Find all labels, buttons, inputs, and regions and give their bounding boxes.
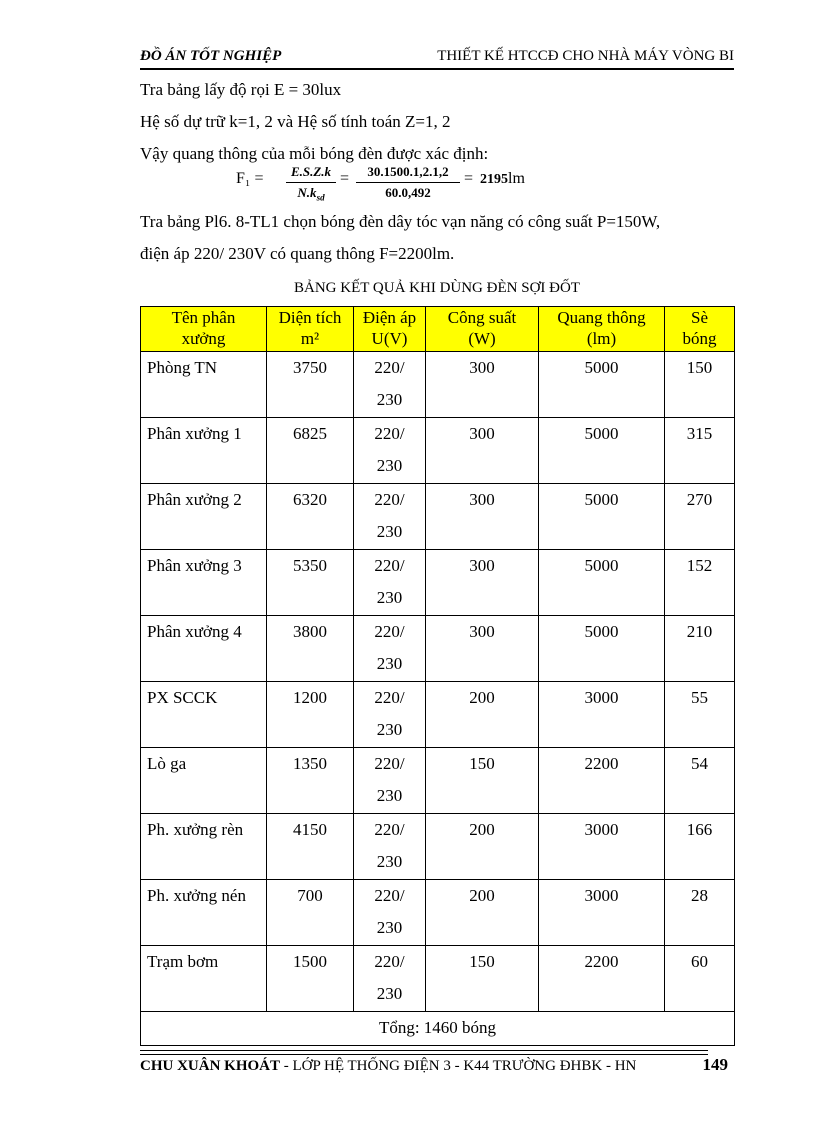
formula-fraction-symbolic	[286, 164, 336, 203]
cell-power: 200	[426, 682, 539, 748]
cell-flux: 2200	[539, 946, 665, 1012]
cell-power: 300	[426, 418, 539, 484]
cell-power: 300	[426, 550, 539, 616]
cell-power: 150	[426, 946, 539, 1012]
cell-power: 150	[426, 748, 539, 814]
cell-area: 3800	[267, 616, 354, 682]
table-row	[141, 880, 735, 946]
table-caption: BẢNG KẾT QUẢ KHI DÙNG ĐÈN SỢI ĐỐT	[294, 280, 580, 296]
header-voltage: Điện áp U(V)	[354, 307, 426, 352]
paragraph-flux-intro: Vậy quang thông của mỗi bóng đèn được xác định:	[140, 144, 489, 163]
equals-sign: =	[340, 170, 350, 187]
page-number: 149	[702, 1055, 728, 1074]
formula-label: F₁ =	[236, 170, 264, 187]
paragraph-coefficients: Hệ số dự trữ k=1, 2 và Hệ số tính toán Z=1, 2	[140, 112, 451, 131]
cell-count: 315	[665, 418, 735, 484]
cell-voltage: 220/ 230	[354, 616, 426, 682]
cell-flux: 5000	[539, 418, 665, 484]
cell-count: 54	[665, 748, 735, 814]
table-row	[141, 946, 735, 1012]
cell-power: 200	[426, 814, 539, 880]
cell-voltage: 220/ 230	[354, 550, 426, 616]
cell-area: 700	[267, 880, 354, 946]
equals-sign: =	[464, 170, 474, 187]
cell-area: 6825	[267, 418, 354, 484]
cell-power: 300	[426, 484, 539, 550]
header-area: Diện tích m²	[267, 307, 354, 352]
cell-area: 1200	[267, 682, 354, 748]
table-total-row	[141, 1012, 735, 1046]
cell-voltage: 220/ 230	[354, 880, 426, 946]
cell-count: 60	[665, 946, 735, 1012]
cell-count: 166	[665, 814, 735, 880]
footer-text: CHU XUÂN KHOÁT - LỚP HỆ THỐNG ĐIỆN 3 - K44 TRƯỜNG ĐHBK - HN	[140, 1058, 637, 1074]
cell-area: 1350	[267, 748, 354, 814]
cell-count: 55	[665, 682, 735, 748]
header-lamp-count: Sè bóng	[665, 307, 735, 352]
formula-result: 2195lm	[480, 170, 525, 187]
cell-name: Ph. xưởng rèn	[141, 814, 267, 880]
cell-power: 300	[426, 616, 539, 682]
cell-power: 300	[426, 352, 539, 418]
cell-flux: 3000	[539, 814, 665, 880]
cell-flux: 5000	[539, 484, 665, 550]
footer-author: CHU XUÂN KHOÁT	[140, 1058, 281, 1074]
table-row	[141, 550, 735, 616]
total-lamps: Tổng: 1460 bóng	[141, 1012, 735, 1046]
cell-name: Trạm bơm	[141, 946, 267, 1012]
cell-voltage: 220/ 230	[354, 946, 426, 1012]
cell-count: 152	[665, 550, 735, 616]
cell-name: Phân xưởng 2	[141, 484, 267, 550]
cell-area: 1500	[267, 946, 354, 1012]
cell-flux: 3000	[539, 880, 665, 946]
footer-rule	[140, 1050, 708, 1055]
header-luminous-flux: Quang thông (lm)	[539, 307, 665, 352]
fraction-denominator: $N.k_{sd}$	[297, 185, 325, 203]
cell-flux: 5000	[539, 550, 665, 616]
cell-voltage: 220/ 230	[354, 814, 426, 880]
table-row	[141, 616, 735, 682]
cell-flux: 5000	[539, 352, 665, 418]
cell-area: 6320	[267, 484, 354, 550]
cell-count: 270	[665, 484, 735, 550]
cell-flux: 5000	[539, 616, 665, 682]
table-row	[141, 484, 735, 550]
cell-count: 150	[665, 352, 735, 418]
cell-name: Phân xưởng 1	[141, 418, 267, 484]
table-row	[141, 814, 735, 880]
table-row	[141, 748, 735, 814]
denominator-subscript: sd	[316, 192, 325, 203]
cell-voltage: 220/ 230	[354, 484, 426, 550]
cell-name: Phân xưởng 4	[141, 616, 267, 682]
fraction-numerator: 30.1500.1,2.1,2	[356, 164, 460, 183]
cell-area: 4150	[267, 814, 354, 880]
table-header-row	[141, 307, 735, 352]
cell-voltage: 220/ 230	[354, 352, 426, 418]
cell-flux: 2200	[539, 748, 665, 814]
paragraph-lamp-choice: Tra bảng Pl6. 8-TL1 chọn bóng đèn dây tóc vạn năng có công suất P=150W,	[140, 212, 661, 231]
table-row	[141, 352, 735, 418]
cell-name: Ph. xưởng nén	[141, 880, 267, 946]
fraction-denominator: 60.0,492	[385, 185, 431, 200]
cell-count: 210	[665, 616, 735, 682]
fraction-numerator: E.S.Z.k	[286, 164, 336, 183]
cell-flux: 3000	[539, 682, 665, 748]
paragraph-lux: Tra bảng lấy độ rọi E = 30lux	[140, 80, 342, 99]
formula-fraction-numeric	[356, 164, 460, 201]
paragraph-lamp-voltage: điện áp 220/ 230V có quang thông F=2200lm.	[140, 244, 455, 263]
cell-voltage: 220/ 230	[354, 748, 426, 814]
cell-area: 3750	[267, 352, 354, 418]
header-right: THIẾT KẾ HTCCĐ CHO NHÀ MÁY VÒNG BI	[437, 48, 734, 64]
cell-voltage: 220/ 230	[354, 682, 426, 748]
footer-org: LỚP HỆ THỐNG ĐIỆN 3 - K44 TRƯỜNG ĐHBK - HN	[292, 1058, 637, 1074]
header-workshop-name: Tên phân xưởng	[141, 307, 267, 352]
header-left: ĐỒ ÁN TỐT NGHIỆP	[140, 48, 282, 64]
cell-power: 200	[426, 880, 539, 946]
lighting-results-table	[140, 306, 735, 1046]
cell-name: PX SCCK	[141, 682, 267, 748]
table-row	[141, 682, 735, 748]
cell-name: Lò ga	[141, 748, 267, 814]
page-header	[140, 46, 734, 70]
cell-count: 28	[665, 880, 735, 946]
cell-area: 5350	[267, 550, 354, 616]
header-power: Công suất (W)	[426, 307, 539, 352]
table-row	[141, 418, 735, 484]
cell-name: Phân xưởng 3	[141, 550, 267, 616]
cell-voltage: 220/ 230	[354, 418, 426, 484]
cell-name: Phòng TN	[141, 352, 267, 418]
